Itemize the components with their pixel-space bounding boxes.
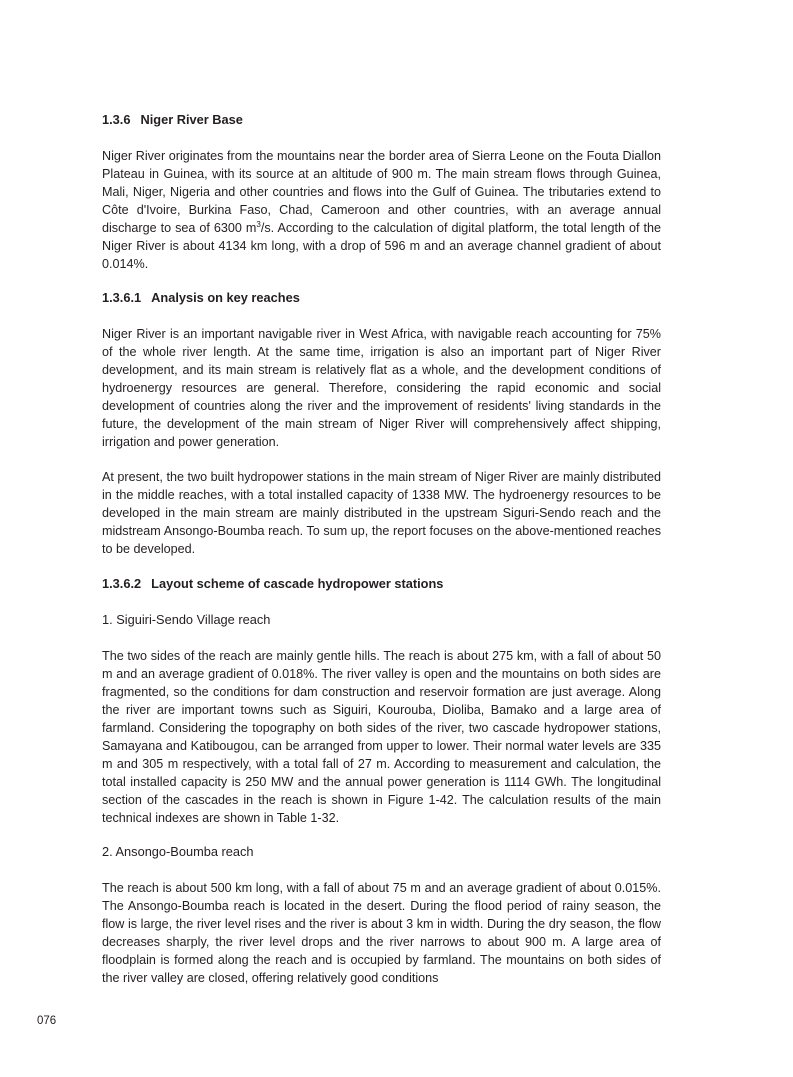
item-heading-2: 2. Ansongo-Boumba reach [102,844,254,859]
subsection-heading-2 [102,575,661,593]
paragraph-origin [102,147,661,273]
paragraph-hydropower-status: At present, the two built hydropower stations in the main stream of Niger River are mainly distributed in the middle reaches, with a total installed capacity of 1338 MW. The hydroenergy resources to be developed in the main stream are mainly distributed in the upstream Siguri-Sendo reach and the midstream Ansongo-Boumba reach. To sum up, the report focuses on the above-mentioned reaches to be developed. [102,470,661,556]
subsection-heading-1 [102,289,661,307]
paragraph-siguiri-reach: The two sides of the reach are mainly gentle hills. The reach is about 275 km, with a fall of about 50 m and an average gradient of 0.018%. The river valley is open and the mountains on both sides are fragmented, so the conditions for dam construction and reservoir formation are just average. Along the river are important towns such as Siguiri, Kourouba, Dioliba, Bamako and a large area of farmland. Considering the topography on both sides of the river, two cascade hydropower stations, Samayana and Katibougou, can be arranged from upper to lower. Their normal water levels are 335 m and 305 m respectively, with a total fall of 27 m. According to measurement and calculation, the total installed capacity is 250 MW and the annual power generation is 1114 GWh. The longitudinal section of the cascades in the reach is shown in Figure 1-42. The calculation results of the main technical indexes are shown in Table 1-32. [102,649,661,825]
paragraph-ansongo-reach: The reach is about 500 km long, with a fall of about 75 m and an average gradient of about 0.015%. The Ansongo-Boumba reach is located in the desert. During the flood period of rainy season, the flow is large, the river level rises and the river is about 3 km in width. During the dry season, the flow decreases sharply, the river level drops and the river narrows to about 900 m. A large area of floodplain is formed along the reach and is occupied by farmland. The mountains on both sides of the river valley are closed, offering relatively good conditions [102,881,661,985]
subsection-title: Analysis on key reaches [151,290,300,305]
subsection-title: Layout scheme of cascade hydropower stations [151,576,444,591]
section-number: 1.3.6 [102,112,131,127]
subsection-number: 1.3.6.1 [102,290,142,305]
item-heading-1: 1. Siguiri-Sendo Village reach [102,612,271,627]
superscript: 3 [256,219,261,229]
section-title: Niger River Base [140,112,243,127]
paragraph-navigation: Niger River is an important navigable river in West Africa, with navigable reach accounting for 75% of the whole river length. At the same time, irrigation is also an important part of Niger River development, and its main stream is relatively flat as a whole, and the development conditions of hydroenergy resources are general. Therefore, considering the rapid economic and social development of countries along the river and the improvement of residents' living standards in the future, the development of the main stream of Niger River will comprehensively affect shipping, irrigation and power generation. [102,327,661,449]
subsection-number: 1.3.6.2 [102,576,142,591]
para1-text-a: Niger River originates from the mountains near the border area of Sierra Leone on the Fouta Diallon Plateau in Guinea, with its source at an altitude of 900 m. The main stream flows through Guinea, Mali, Niger, Nigeria and other countries and flows into the Gulf of Guinea. The tributaries extend to Côte d'Ivoire, Burkina Faso, Chad, Cameroon and other countries, with an average annual discharge to sea of 6300 m [102,149,661,235]
para1-text-b: /s. According to the calculation of digital platform, the total length of the Niger River is about 4134 km long, with a drop of 596 m and an average channel gradient of about 0.014%. [102,221,662,271]
section-heading [102,111,661,129]
page-number: 076 [37,1015,57,1027]
